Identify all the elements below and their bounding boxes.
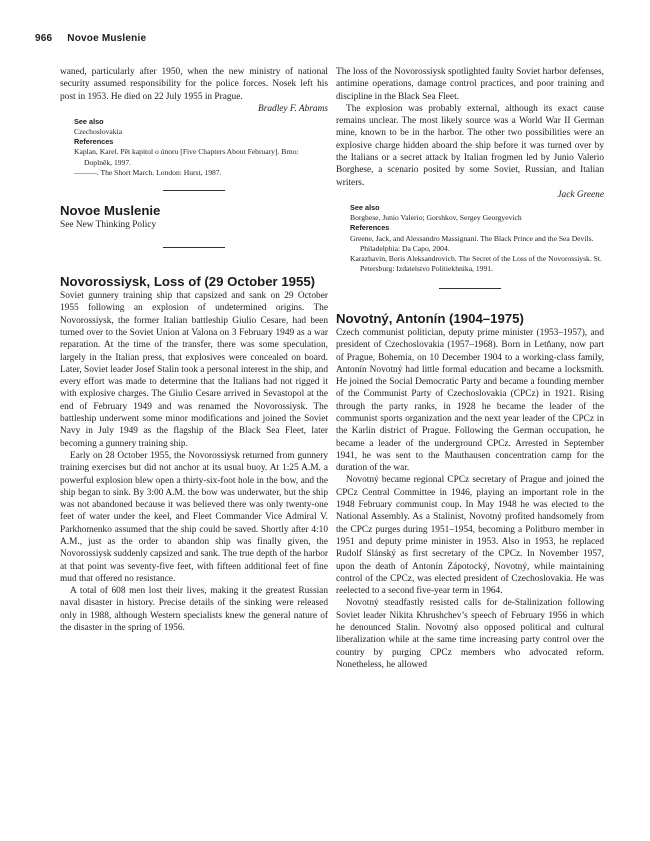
right-column (336, 66, 604, 671)
entry-divider (439, 288, 501, 289)
see-also-text: Borghese, Junio Valerio; Gorshkov, Sergey Georgyevich (350, 213, 522, 223)
see-also-heading: See also (74, 117, 104, 127)
author-signature: Jack Greene (557, 189, 604, 200)
continued-paragraph: waned, particularly after 1950, when the new ministry of national security assumed responsibility for the police forces. Nosek left his post in 1953. He died on 22 July 1955 in Prague. (60, 67, 328, 102)
entry-divider (163, 190, 225, 191)
reference-entry: Karazhavin, Boris Aleksandrovich. The Secret of the Loss of the Novorossiysk. St. Petersburg: Izdatelstvo Politiekhnika, 1991. (350, 253, 602, 273)
body-paragraph: Novotný steadfastly resisted calls for de-Stalinization following Soviet leader Nikita Khrushchev’s speech of February 1956 in which he denounced Stalin. Novotný also opposed political and cultural liberalization while at the same time increasing party control over the country by purging CPCz members who advocated reform. Nonetheless, he allowed (336, 598, 604, 670)
body-paragraph: Czech communist politician, deputy prime minister (1953–1957), and president of Czechoslovakia (1957–1968). Born in Letňany, now part of Prague, Bohemia, on 10 December 1904 to a working-class family, Antonín Novotný had little formal education and became a locksmith. He joined the Social Democratic Party and became a founding member of the Communist Party of Czechoslovakia (CPCz) in 1921. Rising through the party ranks, in 1928 he became the leader of the communist sports organization and the next year leader of the CPCz in the Karlín district of Prague. Following the German occupation, he became a leader of the underground CPCz. Arrested in September 1941, he was sent to the Mauthausen concentration camp for the duration of the war. (336, 327, 604, 474)
body-paragraph: The explosion was probably external, although its exact cause remains unclear. The most likely source was a World War II German mine, known to be in the harbor. The other two possibilities were an explosive charge hidden aboard the ship before it was turned over by the Italians or a secret attack by Italian frogmen led by Junio Valerio Borghese, a scenario posited by some Soviet, Russian, and Italian writers. (336, 103, 604, 188)
body-paragraph: A total of 608 men lost their lives, making it the greatest Russian naval disaster in history. Precise details of the sinking were released only in 1988, although Western specialists knew the general nature of the disaster in the spring of 1956. (60, 586, 328, 634)
reference-entry: Kaplan, Karel. Pět kapitol o únoru [Five Chapters About February]. Brno: Doplněk, 1997. (74, 147, 299, 167)
references-block (74, 117, 328, 178)
entry-title: Novotný, Antonín (1904–1975) (336, 310, 524, 326)
body-paragraph: The loss of the Novorossiysk spotlighted faulty Soviet harbor defenses, antimine operations, damage control practices, and poor training and discipline in the Black Sea Fleet. (336, 67, 604, 102)
page-number: 966 (35, 33, 53, 44)
body-paragraph: Novotný became regional CPCz secretary of Prague and joined the CPCz Central Committee in 1946, playing an important role in the 1948 February communist coup. In May 1948 he was elected to the National Assembly. As a Stalinist, Novotný profited handsomely from the CPCz purges during 1951–1954, becoming a Politburo member in 1951 and deputy prime minister in 1953. Also in 1953, he replaced Rudolf Slánský as first secretary of the CPCz. In November 1957, upon the death of Antonín Zápotocký, Novotný, while maintaining control of the CPCz, was elected president of Czechoslovakia. He was reelected to a second five-year term in 1964. (336, 475, 604, 597)
author-signature: Bradley F. Abrams (258, 103, 328, 114)
entry-title: Novorossiysk, Loss of (29 October 1955) (60, 274, 316, 290)
body-paragraph: Early on 28 October 1955, the Novorossiysk returned from gunnery training exercises but did not anchor at its usual buoy. At 1:25 A.M. a powerful explosion blew open a thirty-six-foot hole in the bow, and the ship began to sink. By 3:00 A.M. the bow was underwater, but the ship was not abandoned because it was believed there was only twenty-one feet of water under the keel, and Fleet Commander Vice Admiral V. Parkhomenko assumed that the ship could be saved. Shortly after 4:10 A.M., just as the order to abandon ship was finally given, the Novorossiysk suddenly capsized and sank. The true depth of the harbor at that point was seventy-five feet, with fifteen additional feet of fine mud that offered no resistance. (60, 450, 328, 584)
cross-reference: See New Thinking Policy (60, 219, 157, 230)
running-header (35, 33, 146, 44)
entry-divider (163, 247, 225, 248)
references-heading: References (74, 137, 114, 147)
left-column (60, 66, 328, 634)
see-also-heading: See also (350, 203, 380, 213)
see-also-text: Czechoslovakia (74, 127, 123, 137)
running-title: Novoe Muslenie (67, 33, 147, 44)
reference-entry: ———. The Short March. London: Hurst, 1987. (74, 167, 222, 177)
references-heading: References (350, 223, 390, 233)
entry-title: Novoe Muslenie (60, 202, 161, 218)
reference-entry: Greene, Jack, and Alessandro Massignani. The Black Prince and the Sea Devils. Philadelphia: Da Capo, 2004. (350, 233, 594, 253)
body-paragraph: Soviet gunnery training ship that capsized and sank on 29 October 1955 following an explosion of undetermined origins. The Novorossiysk, the former Italian battleship Giulio Cesare, had been turned over to the Soviet Union at Valona on 3 February 1949 as a war reparation. At the time of the transfer, there was some speculation, largely in the Italian press, that explosives were concealed on board. Later, Soviet leader Josef Stalin took a personal interest in the ship, and every effort was made to determine that the Italians had not rigged it with explosive charges. The Giulio Cesare arrived in Sevastopol at the end of February 1949 and was renamed the Novorossiysk. The battleship underwent some minor modifications and joined the Soviet Navy in July 1949 as the flagship of the Black Sea Fleet, later becoming a gunnery training ship. (60, 291, 328, 449)
references-block (350, 203, 604, 274)
